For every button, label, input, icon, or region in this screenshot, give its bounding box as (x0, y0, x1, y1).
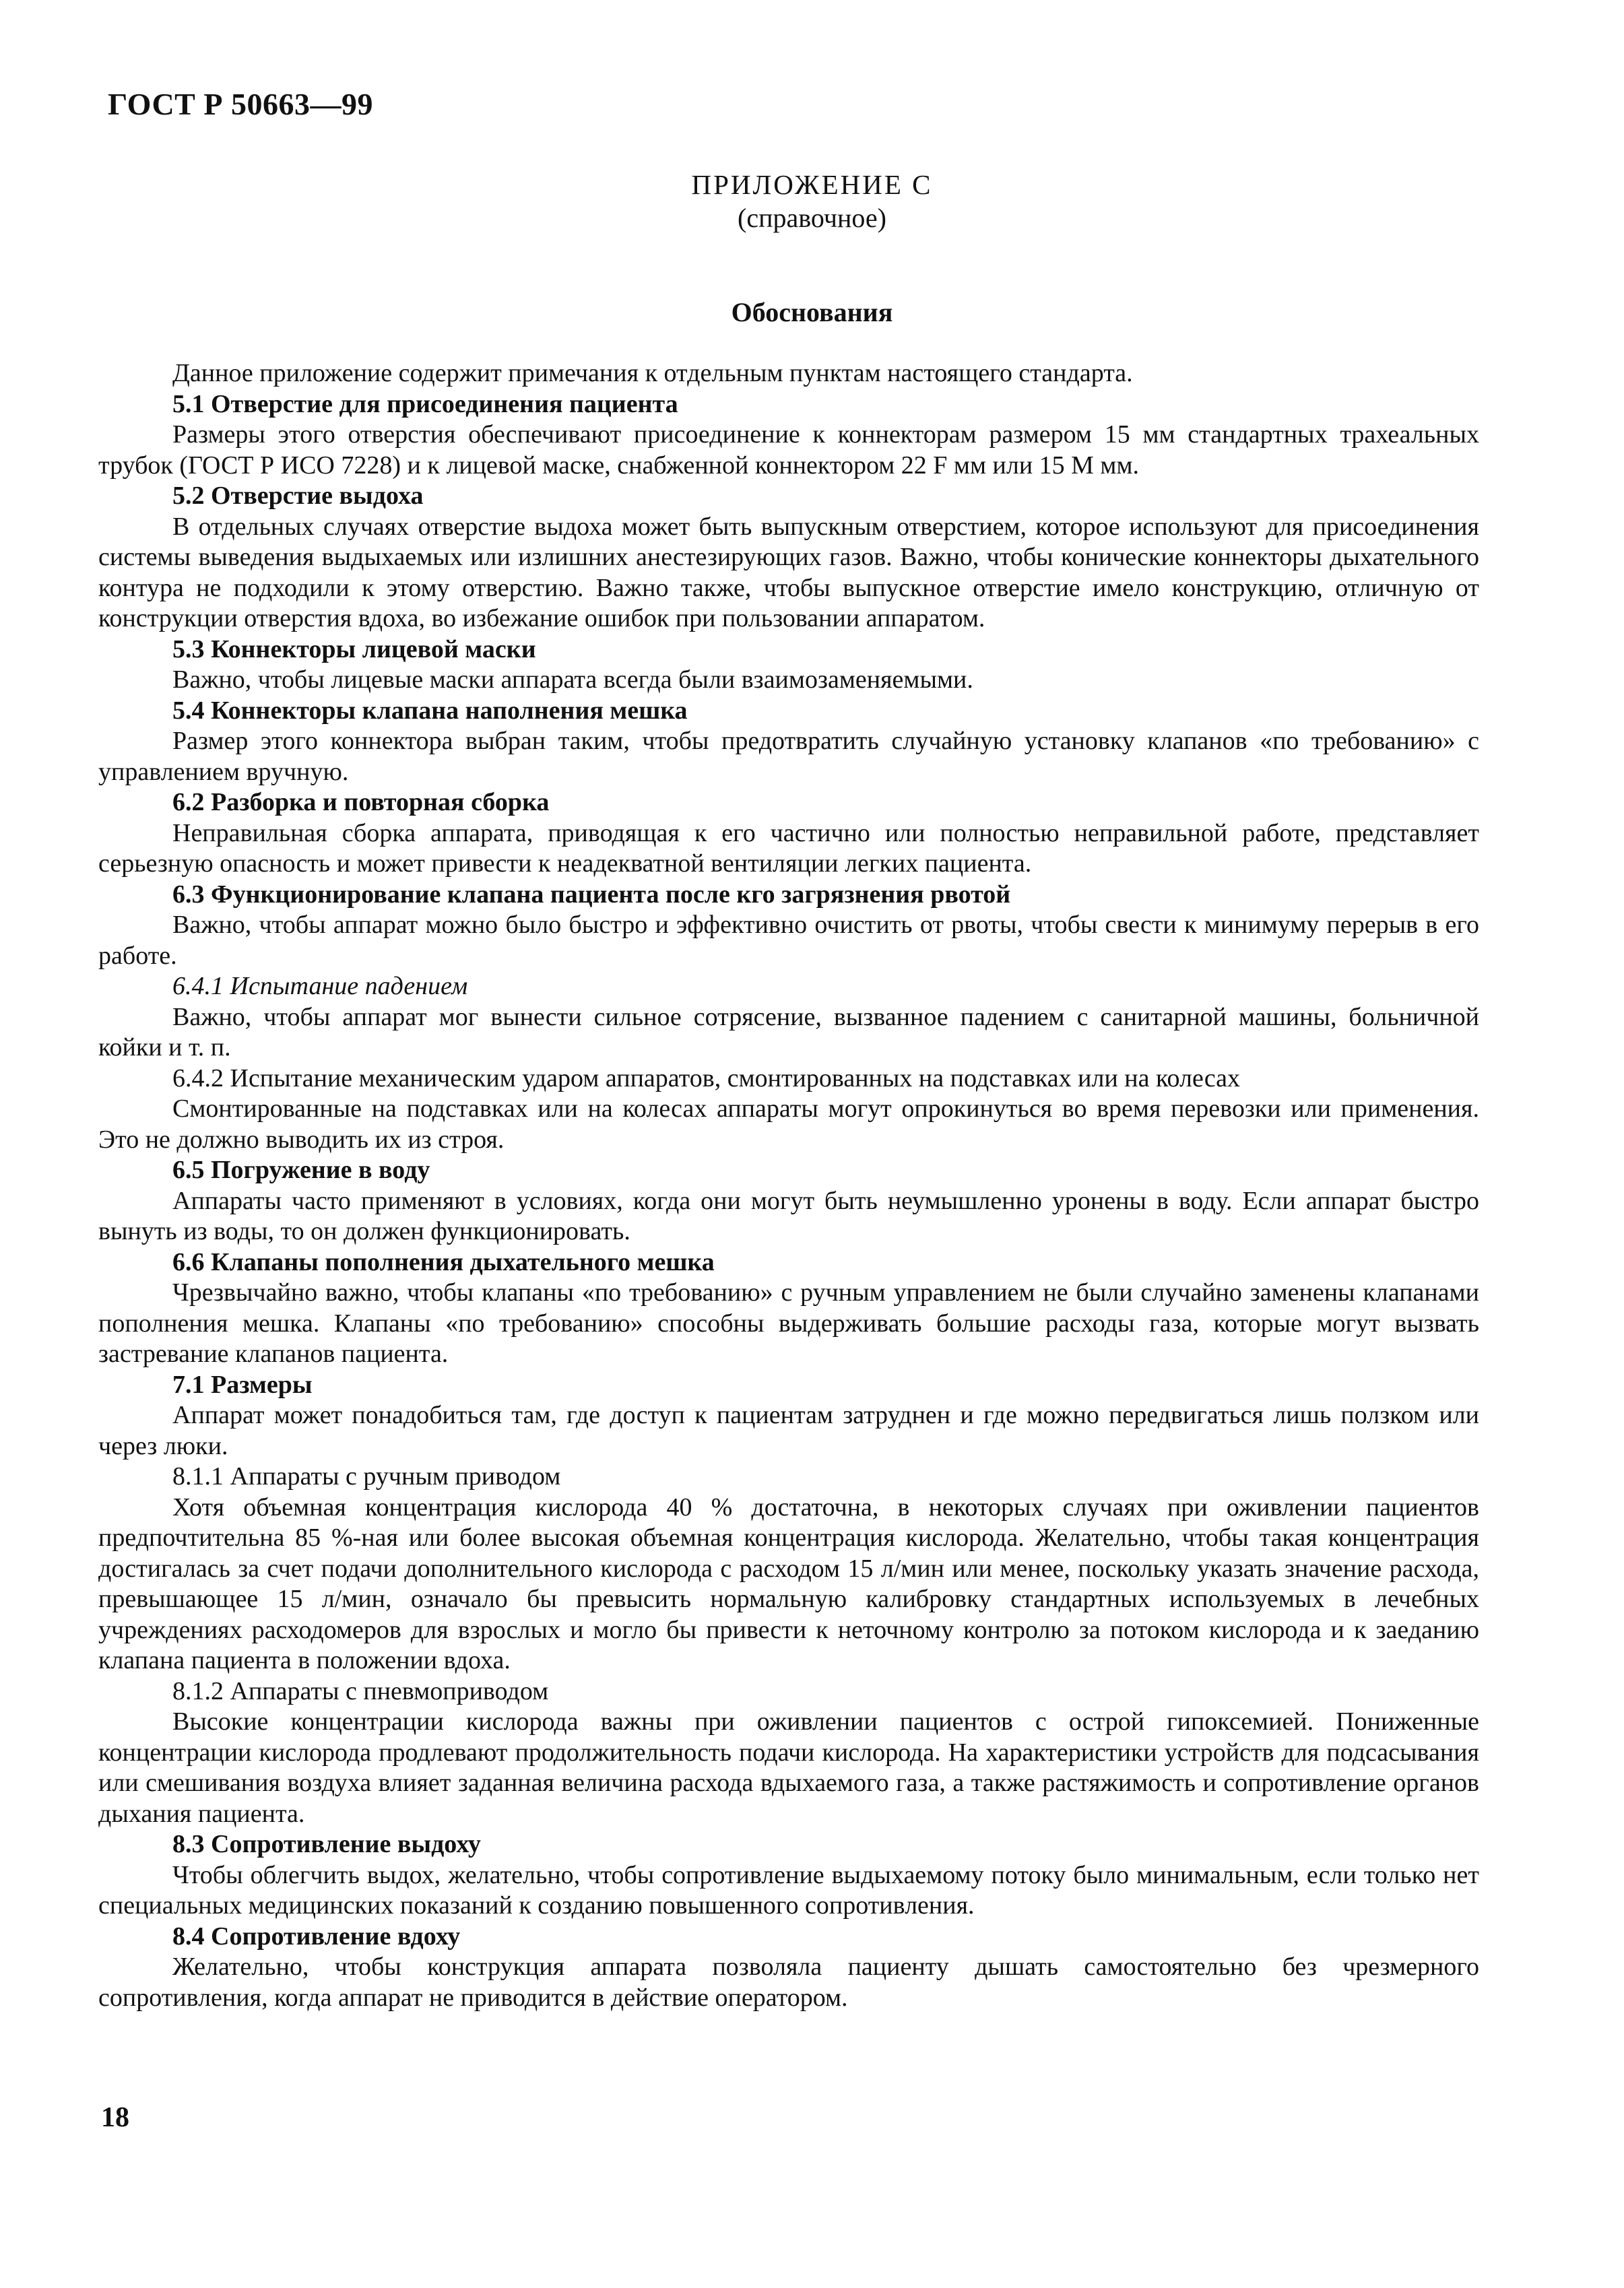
section-paragraph: В отдельных случаях отверстие выдоха может быть выпускным отверстием, которое используют для присоединения системы выведения выдыхаемых или излишних анестезирующих газов. Важно, чтобы конические коннекторы дыхательного контура не подходили к этому отверстию. Важно также, чтобы выпускное отверстие имело конструкцию, отличную от конструкции отверстия вдоха, во избежание ошибок при пользовании аппаратом. (98, 512, 1479, 632)
section-paragraph: Аппараты часто применяют в условиях, когда они могут быть неумышленно уронены в воду. Если аппарат быстро вынуть из воды, то он должен функционировать. (98, 1186, 1479, 1245)
section-paragraph: Аппарат может понадобиться там, где доступ к пациентам затруднен и где можно передвигаться лишь ползком или через люки. (98, 1401, 1479, 1460)
section-paragraph: Желательно, чтобы конструкция аппарата позволяла пациенту дышать самостоятельно без чрезмерного сопротивления, когда аппарат не приводится в действие оператором. (98, 1953, 1479, 2012)
section-paragraph: Размер этого коннектора выбран таким, чтобы предотвратить случайную установку клапанов «по требованию» с управлением вручную. (98, 727, 1479, 786)
document-body (98, 358, 1479, 2013)
document-header: ГОСТ Р 50663—99 (108, 87, 373, 121)
appendix-title: ПРИЛОЖЕНИЕ С (691, 169, 933, 200)
section-paragraph: Важно, чтобы аппарат можно было быстро и эффективно очистить от рвоты, чтобы свести к минимуму перерыв в его работе. (98, 911, 1479, 970)
subsection-heading: 6.4.2 Испытание механическим ударом аппаратов, смонтированных на подставках или на колесах (172, 1064, 1241, 1092)
section-heading: 8.3 Сопротивление выдоху (172, 1830, 481, 1858)
section-heading: 6.5 Погружение в воду (172, 1156, 430, 1184)
subsection-heading: 8.1.1 Аппараты с ручным приводом (172, 1462, 561, 1491)
section-heading: 5.4 Коннекторы клапана наполнения мешка (172, 696, 688, 725)
subsection-heading: 6.4.1 Испытание падением (172, 972, 468, 1000)
section-paragraph: Чтобы облегчить выдох, желательно, чтобы сопротивление выдыхаемому потоку было минимальным, если только нет специальных медицинских показаний к созданию повышенного сопротивления. (98, 1860, 1479, 1920)
intro-paragraph: Данное приложение содержит примечания к отдельным пунктам настоящего стандарта. (172, 359, 1133, 387)
section-paragraph: Чрезвычайно важно, чтобы клапаны «по требованию» с ручным управлением не были случайно заменены клапанами пополнения мешка. Клапаны «по требованию» способны выдерживать большие расходы газа, которые могут вызвать застревание клапанов пациента. (98, 1278, 1479, 1368)
section-paragraph: Важно, чтобы лицевые маски аппарата всегда были взаимозаменяемыми. (172, 665, 973, 694)
section-paragraph: Размеры этого отверстия обеспечивают присоединение к коннекторам размером 15 мм стандартных трахеальных трубок (ГОСТ Р ИСО 7228) и к лицевой маске, снабженной коннектором 22 F мм или 15 М мм. (98, 420, 1479, 480)
section-paragraph: Неправильная сборка аппарата, приводящая к его частично или полностью неправильной работе, представляет серьезную опасность и может привести к неадекватной вентиляции легких пациента. (98, 818, 1479, 878)
section-heading: 6.3 Функционирование клапана пациента после кго загрязнения рвотой (172, 880, 1011, 909)
section-heading: 7.1 Размеры (172, 1370, 313, 1399)
page-number: 18 (101, 2102, 129, 2133)
section-heading: 5.2 Отверстие выдоха (172, 482, 424, 510)
section-heading: 6.6 Клапаны пополнения дыхательного мешка (172, 1247, 715, 1276)
section-paragraph: Хотя объемная концентрация кислорода 40 % достаточна, в некоторых случаях при оживлении пациентов предпочтительна 85 %-ная или более высокая объемная концентрация кислорода. Желательно, чтобы такая концентрация достигалась за счет подачи дополнительного кислорода с расходом 15 л/мин или менее, поскольку указать значение расхода, превышающее 15 л/мин, означало бы превысить нормальную калибровку стандартных используемых в лечебных учреждениях расходомеров для взрослых и могло бы привести к неточному контролю за потоком кислорода и к заеданию клапана пациента в положении вдоха. (98, 1493, 1479, 1674)
subsection-heading: 8.1.2 Аппараты с пневмоприводом (172, 1676, 549, 1705)
section-paragraph: Важно, чтобы аппарат мог вынести сильное сотрясение, вызванное падением с санитарной машины, больничной койки и т. п. (98, 1002, 1479, 1061)
section-heading: 5.3 Коннекторы лицевой маски (172, 634, 536, 663)
appendix-kind: (справочное) (738, 203, 886, 233)
section-heading: 5.1 Отверстие для присоединения пациента (172, 389, 678, 418)
document-title: Обоснования (731, 297, 893, 327)
section-heading: 8.4 Сопротивление вдоху (172, 1922, 461, 1951)
section-heading: 6.2 Разборка и повторная сборка (172, 788, 550, 816)
section-paragraph: Смонтированные на подставках или на колесах аппараты могут опрокинуться во время перевозки или применения. Это не должно выводить их из строя. (98, 1094, 1479, 1154)
section-paragraph: Высокие концентрации кислорода важны при оживлении пациентов с острой гипоксемией. Пониженные концентрации кислорода продлевают продолжительность подачи кислорода. На характеристики устройств для подсасывания или смешивания воздуха влияет заданная величина расхода вдыхаемого газа, а также растяжимость и сопротивление органов дыхания пациента. (98, 1707, 1479, 1828)
